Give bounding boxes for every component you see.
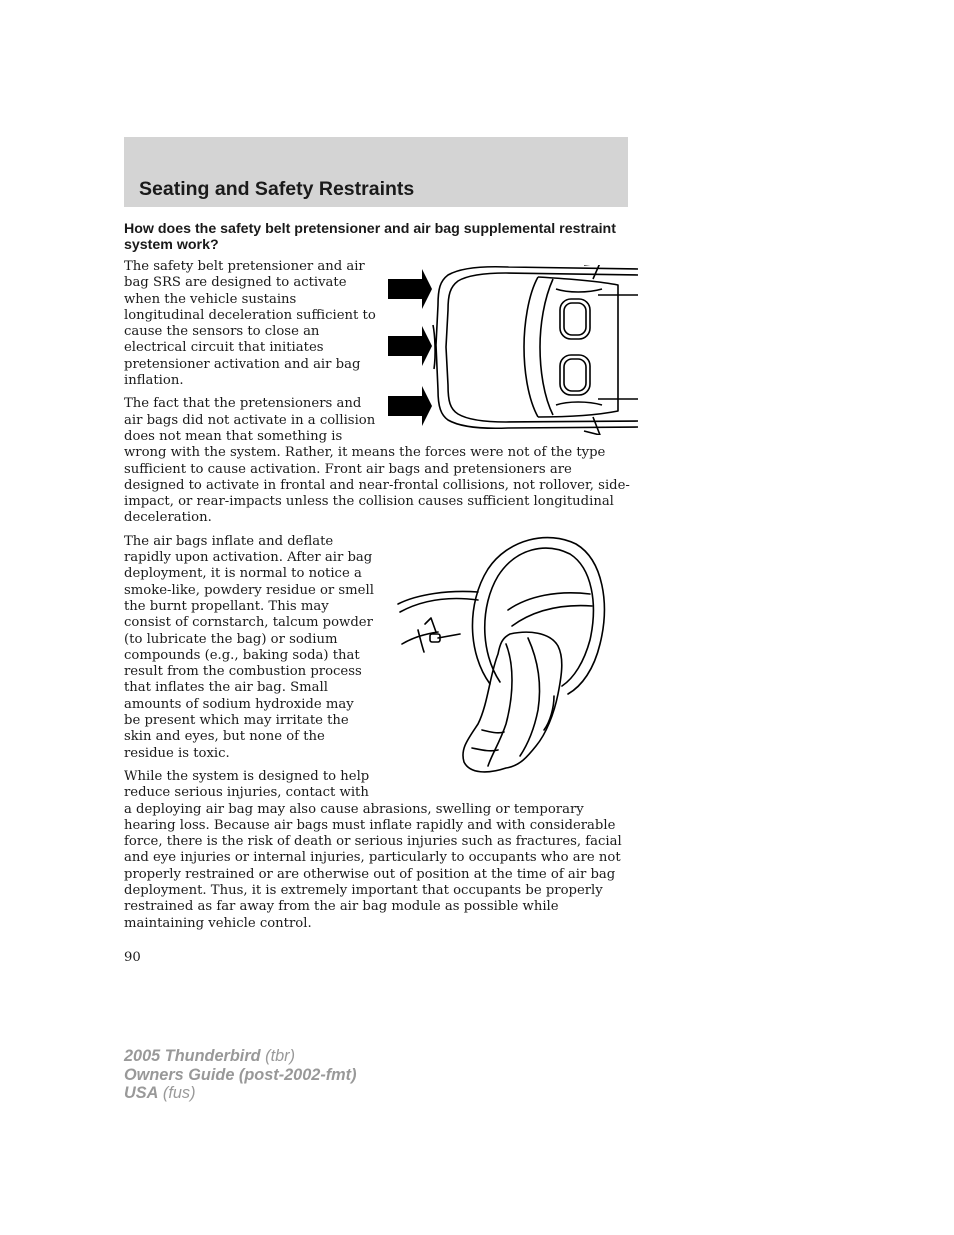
footer-line-guide: Owners Guide (post-2002-fmt) <box>124 1065 357 1084</box>
footer-model-name: 2005 Thunderbird <box>124 1047 261 1065</box>
frontal-impact-illustration <box>388 265 638 435</box>
page-number: 90 <box>124 949 141 965</box>
footer-market-name: USA <box>124 1084 159 1103</box>
page-content <box>124 222 630 966</box>
impact-arrows <box>388 269 432 426</box>
impact-arrow-middle <box>388 326 432 366</box>
deployed-airbag-illustration <box>378 534 630 784</box>
impact-arrow-top <box>388 269 432 309</box>
paragraph-residue: The air bags inflate and deflate rapidly upon activation. After air bag deployment, it is normal to notice a smoke-like, powdery residue or smell the burnt propellant. This may consist of cornstarch, talcum powder (to lubricate the bag) or sodium compounds (e.g., baking soda) that result from the combustion process that inflates the air bag. Small amounts of sodium hydroxide may be present which may irritate the skin and eyes, but none of the residue is toxic. <box>124 533 374 761</box>
paragraph-injury-risk: While the system is designed to help reduce serious injuries, contact with a deploying air bag may also cause abrasions, swelling or temporary hearing loss. Because air bags must inflate rapidly and with considerable force, there is the risk of death or serious injuries such as fractures, facial and eye injuries or internal injuries, particularly to occupants who are not properly restrained or are otherwise out of position at the time of air bag deployment. Thus, it is extremely important that occupants be properly restrained as far away from the air bag module as possible while maintaining vehicle control. <box>124 768 622 931</box>
steering-wheel-airbag-figure <box>378 534 630 784</box>
paragraph-activation: The safety belt pretensioner and air bag SRS are designed to activate when the vehicle sustains longitudinal deceleration sufficient to cause the sensors to close an electrical circuit that initiates pretensioner activation and air bag inflation. <box>124 259 376 389</box>
question-heading: How does the safety belt pretensioner and air bag supplemental restraint system work? <box>124 221 616 253</box>
footer-market-code: (fus) <box>162 1084 196 1103</box>
footer-line-market <box>124 1084 357 1103</box>
steering-wheel-outline <box>398 537 604 693</box>
footer-line-model <box>124 1047 357 1066</box>
car-outline <box>433 265 638 435</box>
airbag-outline <box>463 632 562 772</box>
footer-model-code: (tbr) <box>265 1047 295 1065</box>
car-top-view-figure <box>388 265 638 435</box>
paragraph-no-activation: The fact that the pretensioners and air bags did not activate in a collision does not mean that something is wrong with the system. Rather, it means the forces were not of the type sufficient to cause activation. Front air bags and pretensioners are designed to activate in frontal and near-frontal collisions, not rollover, side-impact, or rear-impacts unless the collision causes sufficient longitudinal deceleration. <box>124 396 630 526</box>
section-header-band <box>124 137 628 207</box>
section-title: Seating and Safety Restraints <box>139 178 415 200</box>
impact-arrow-bottom <box>388 386 432 426</box>
document-footer <box>124 1047 357 1103</box>
